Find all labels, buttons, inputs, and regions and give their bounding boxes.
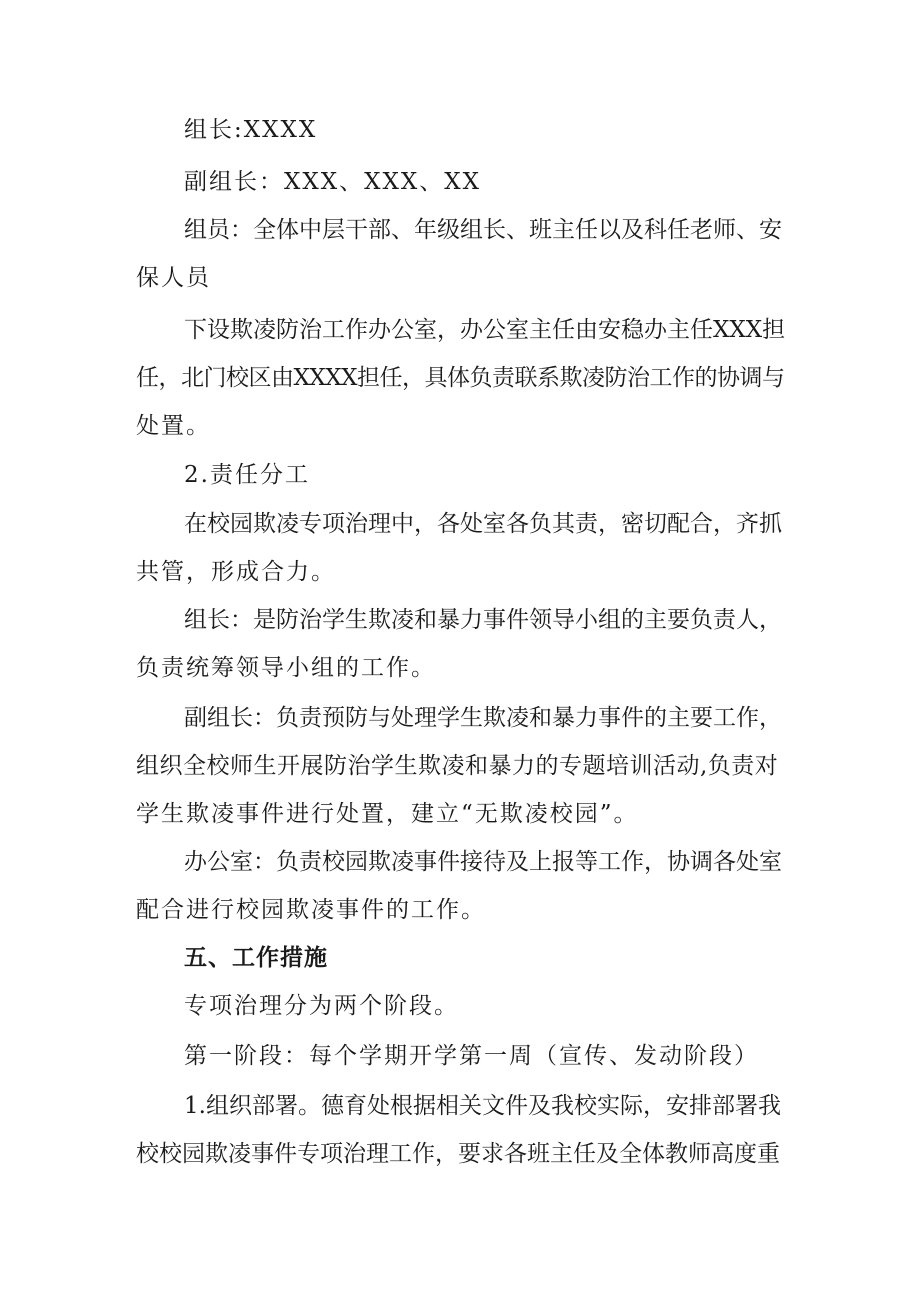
section-subtitle: 2.责任分工 bbox=[184, 462, 310, 488]
text-line: 处置。 bbox=[136, 413, 211, 439]
text-line: 办公室：负责校园欺凌事件接待及上报等工作，协调各处室 bbox=[184, 849, 782, 875]
text-line: 共管，形成合力。 bbox=[136, 559, 336, 585]
text-line: 组长：是防治学生欺凌和暴力事件领导小组的主要负责人， bbox=[184, 607, 782, 633]
text-line: 组长:XXXX bbox=[184, 117, 318, 143]
section-heading: 五、工作措施 bbox=[184, 945, 328, 971]
text-line: 校校园欺凌事件专项治理工作，要求各班主任及全体教师高度重 bbox=[136, 1141, 780, 1167]
text-line: 组员：全体中层干部、年级组长、班主任以及科任老师、安 bbox=[184, 217, 782, 243]
text-line: 组织全校师生开展防治学生欺凌和暴力的专题培训活动,负责对 bbox=[136, 753, 779, 779]
text-line: 保人员 bbox=[136, 265, 211, 291]
text-line: 副组长：XXX、XXX、XX bbox=[184, 169, 481, 195]
text-line: 任，北门校区由XXXX担任，具体负责联系欺凌防治工作的协调与 bbox=[136, 365, 785, 391]
text-line: 在校园欺凌专项治理中，各处室各负其责，密切配合，齐抓 bbox=[184, 511, 782, 537]
text-line: 配合进行校园欺凌事件的工作。 bbox=[136, 897, 486, 923]
text-line: 学生欺凌事件进行处置，建立“无欺凌校园”。 bbox=[136, 801, 639, 827]
text-line: 副组长：负责预防与处理学生欺凌和暴力事件的主要工作， bbox=[184, 705, 782, 731]
text-line: 第一阶段：每个学期开学第一周（宣传、发动阶段） bbox=[184, 1043, 759, 1069]
text-line: 负责统筹领导小组的工作。 bbox=[136, 655, 436, 681]
text-line: 专项治理分为两个阶段。 bbox=[184, 993, 459, 1019]
text-line: 1.组织部署。德育处根据相关文件及我校实际，安排部署我 bbox=[184, 1093, 781, 1119]
text-line: 下设欺凌防治工作办公室，办公室主任由安稳办主任XXX担 bbox=[184, 317, 786, 343]
